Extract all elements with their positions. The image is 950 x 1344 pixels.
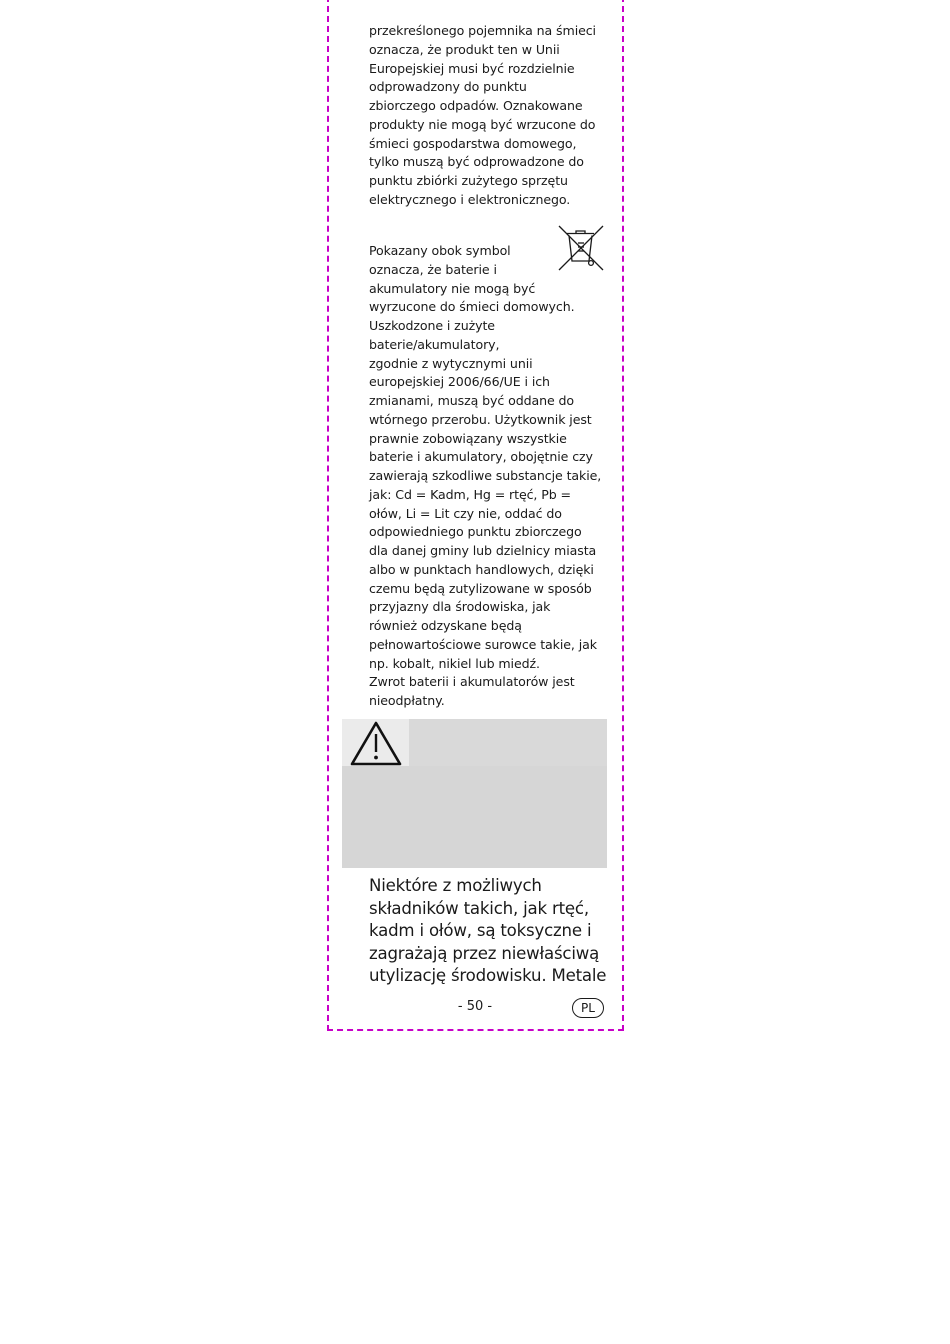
warning-box (342, 719, 607, 868)
warning-header (342, 719, 607, 766)
crossed-bin-paragraph: przekreślonego pojemnika na śmieci oznacza, że produkt ten w Unii Europejskiej musi być rozdzielnie odprowadzony do punktu zbiorczego odpadów. Oznakowane produkty nie mogą być wrzucone do śmieci gospodarstwa domowego, tylko muszą być odprowadzone do punktu zbiórki zużytego sprzętu elektrycznego i elektronicznego. (369, 23, 596, 207)
warning-icon-cell (342, 719, 409, 766)
warning-triangle-icon (349, 720, 403, 767)
language-badge: PL (572, 998, 604, 1018)
page-number: - 50 - (457, 999, 493, 1014)
toxic-components-paragraph: Niektóre z możliwych składników takich, jak rtęć, kadm i ołów, są toksyczne i zagrażają przez niewłaściwą utylizację środowisku. Metale (369, 876, 607, 986)
battery-disposal-paragraph: Pokazany obok symbol oznacza, że baterie i akumulatory nie mogą być wyrzucone do śmieci domowych. Uszkodzone i zużyte baterie/akumulatory, zgodnie z wytycznymi unii europejskiej 2006/66/UE i ich zmianami, muszą być oddane do wtórnego przerobu. Użytkownik jest prawnie zobowiązany wszystkie baterie i akumulatory, obojętnie czy zawierają szkodliwe substancje takie, jak: Cd = Kadm, Hg = rtęć, Pb = ołów, Li = Lit czy nie, oddać do odpowiedniego punktu zbiorczego dla danej gminy lub dzielnicy miasta albo w punktach handlowych, dzięki czemu będą zutylizowane w sposób przyjazny dla środowiska, jak również odzyskane będą pełnowartościowe surowce takie, jak np. kobalt, nikiel lub miedź. Zwrot baterii i akumulatorów jest nieodpłatny. (369, 243, 602, 708)
